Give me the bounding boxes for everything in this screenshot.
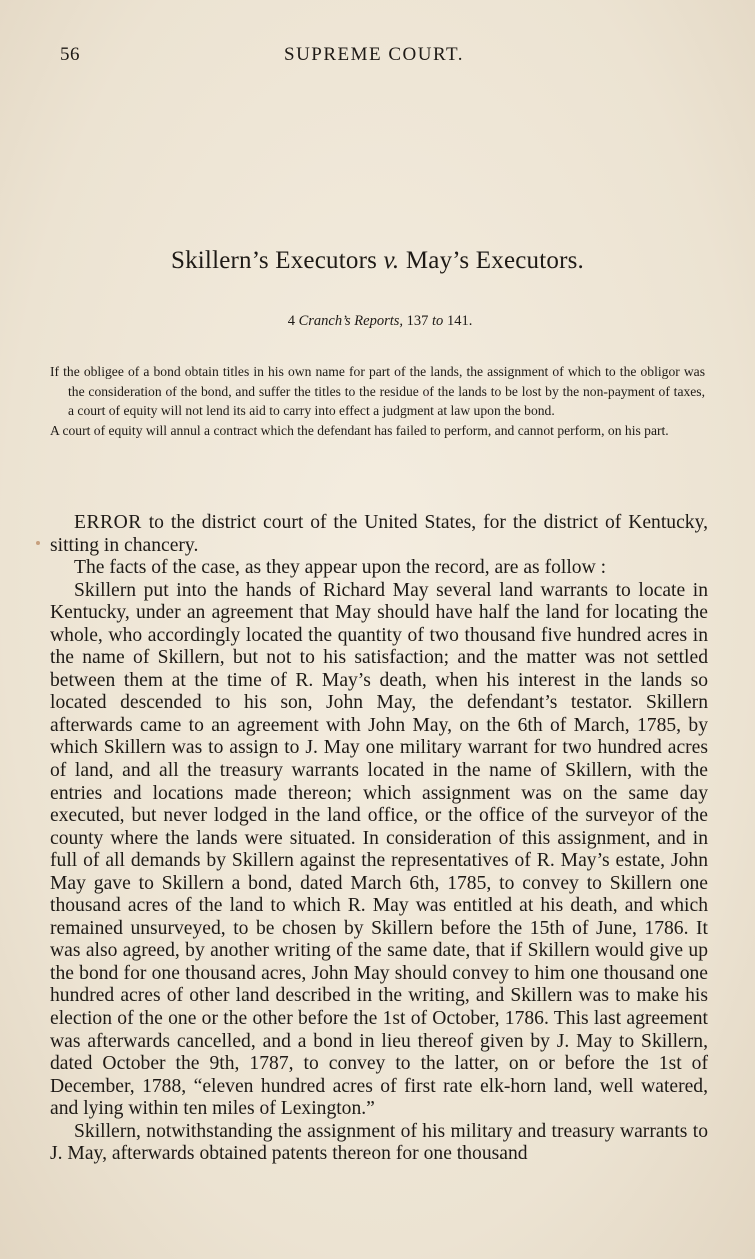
case-citation — [0, 313, 755, 330]
case-title — [0, 247, 755, 275]
headnote: A court of equity will annul a contract which the defendant has failed to perform, and cannot perform, on his part. — [50, 422, 669, 438]
case-title-versus: v. — [383, 247, 400, 274]
paragraph-error-text: to the district court of the United States, for the district of Kentucky, sitting in chancery. — [50, 512, 708, 556]
case-title-plaintiff: Skillern’s Executors — [170, 247, 378, 274]
citation-start-page: 137 — [406, 313, 429, 329]
running-head: SUPREME COURT. — [284, 44, 464, 65]
paragraph-facts-intro: The facts of the case, as they appear upon the record, are as follow : — [74, 557, 607, 579]
paragraph-facts: Skillern put into the hands of Richard May several land warrants to locate in Kentucky, under an agreement that May should have half the land for locating the whole, who accordingly located the quantity of two thousand five hundred acres in the name of Skillern, but not to his satisfaction; and the matter was not settled between them at the time of R. May’s death, when his interest in the lands so located descended to his son, John May, the defendant’s testator. Skillern afterwards came to an agreement with John May, on the 6th of March, 1785, by which Skillern was to assign to J. May one military warrant for two hundred acres of land, and all the treasury warrants located in the name of Skillern, with the entries and locations made thereon; which assignment was on the same day executed, but never lodged in the land office, or the office of the surveyor of the county where the lands were situated. In consideration of this assignment, and in full of all demands by Skillern against the representatives of R. May’s estate, John May gave to Skillern a bond, dated March 6th, 1785, to convey to Skillern one thousand acres of the land to which R. May was entitled at his death, and which remained unsurveyed, to be chosen by Skillern before the 15th of June, 1786. It was also agreed, by another writing of the same date, that if Skillern would give up the bond for one thousand acres, John May should convey to him one thousand one hundred acres of other land described in the writing, and Skillern was to make his election of the one or the other before the 1st of October, 1786. This last agreement was afterwards cancelled, and a bond in lieu thereof given by J. May to Skillern, dated October the 9th, 1787, to convey to the latter, on or before the 1st of December, 1788, “eleven hundred acres of first rate elk-horn land, well watered, and lying within ten miles of Lexington.” — [50, 579, 708, 1120]
margin-mark — [36, 541, 40, 545]
opinion-body — [50, 512, 708, 1166]
citation-to: to — [432, 313, 444, 329]
citation-volume: 4 — [287, 313, 295, 329]
case-title-defendant: May’s Executors. — [405, 247, 585, 274]
citation-reporter: Cranch’s Reports, — [298, 313, 404, 329]
page-number: 56 — [60, 44, 80, 65]
page-header — [60, 44, 700, 74]
headnotes — [50, 362, 705, 440]
headnote: If the obligee of a bond obtain titles in his own name for part of the lands, the assignment of which to the obligor was the consideration of the bond, and suffer the titles to the residue of the lands to be lost by the non-payment of taxes, a court of equity will not lend its aid to carry into effect a judgment at law upon the bond. — [50, 364, 705, 419]
paragraph-patents: Skillern, notwithstanding the assignment of his military and treasury warrants to J. May, afterwards obtained patents thereon for one thousand — [50, 1120, 708, 1165]
error-word: ERROR — [74, 512, 142, 533]
paragraph-error — [50, 512, 708, 557]
citation-end-page: 141. — [446, 313, 473, 329]
